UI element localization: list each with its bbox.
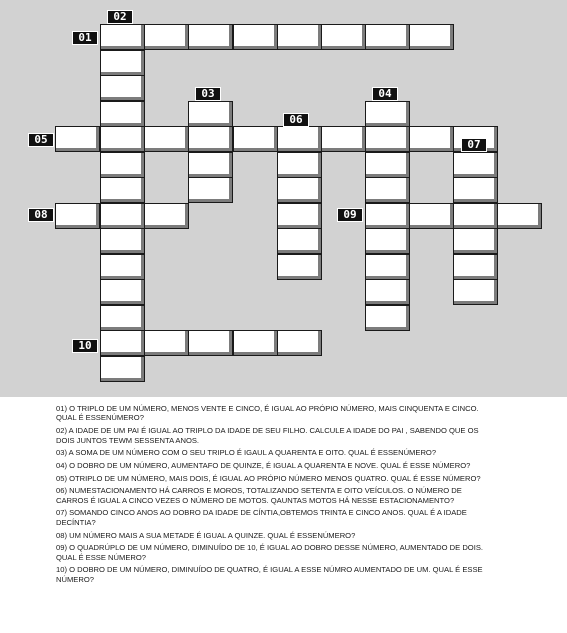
grid-cell[interactable] [233, 24, 278, 50]
grid-cell[interactable] [144, 203, 189, 229]
grid-cell[interactable] [144, 126, 189, 152]
clue-number-02: 02 [107, 10, 133, 24]
grid-cell[interactable] [277, 177, 322, 203]
grid-cell[interactable] [277, 152, 322, 178]
grid-cell[interactable] [365, 203, 410, 229]
grid-cell[interactable] [365, 177, 410, 203]
grid-cell[interactable] [453, 228, 498, 254]
grid-cell[interactable] [409, 24, 454, 50]
grid-cell[interactable] [100, 24, 145, 50]
clue-07: 07) SOMANDO CINCO ANOS AO DOBRO DA IDADE DE CÍNTIA,OBTEMOS TRINTA E CINCO ANOS. QUAL É A IDADE DECÍNTIA? [56, 508, 467, 527]
grid-cell[interactable] [144, 330, 189, 356]
grid-cell[interactable] [365, 152, 410, 178]
grid-cell[interactable] [453, 203, 498, 229]
grid-cell[interactable] [365, 101, 410, 127]
grid-cell[interactable] [277, 126, 322, 152]
grid-cell[interactable] [188, 152, 233, 178]
grid-cell[interactable] [277, 24, 322, 50]
grid-cell[interactable] [100, 152, 145, 178]
grid-cell[interactable] [365, 228, 410, 254]
grid-cell[interactable] [365, 24, 410, 50]
grid-cell[interactable] [188, 126, 233, 152]
grid-cell[interactable] [100, 254, 145, 280]
grid-cell[interactable] [277, 330, 322, 356]
grid-cell[interactable] [144, 24, 189, 50]
clue-03: 03) A SOMA DE UM NÚMERO COM O SEU TRIPLO É IGAUL A QUARENTA E OITO. QUAL É ESSENÚMERO? [56, 448, 437, 458]
grid-cell[interactable] [365, 126, 410, 152]
clue-02: 02) A IDADE DE UM PAI É IGUAL AO TRIPLO DA IDADE DE SEU FILHO. CALCULE A IDADE DO PAI , SABENDO QUE OS DOIS JUNTOS TEWM SESSENTA ANOS. [56, 426, 479, 445]
grid-cell[interactable] [100, 75, 145, 101]
grid-cell[interactable] [188, 101, 233, 127]
grid-cell[interactable] [100, 126, 145, 152]
clue-10: 10) O DOBRO DE UM NÚMERO, DIMINUÍDO DE QUATRO, É IGUAL A ESSE NÚMRO AUMENTADO DE UM. QUAL É ESSE NÚMERO? [56, 565, 483, 584]
grid-cell[interactable] [55, 203, 100, 229]
grid-cell[interactable] [188, 177, 233, 203]
clue-number-05: 05 [28, 133, 54, 147]
clue-number-01: 01 [72, 31, 98, 45]
grid-cell[interactable] [100, 356, 145, 382]
clue-04: 04) O DOBRO DE UM NÚMERO, AUMENTAFO DE QUINZE, É IGUAL A QUARENTA E NOVE. QUAL É ESSE NÚMERO? [56, 460, 471, 470]
grid-cell[interactable] [100, 305, 145, 331]
clue-number-09: 09 [337, 208, 363, 222]
clue-number-07: 07 [461, 138, 487, 152]
grid-cell[interactable] [100, 203, 145, 229]
grid-cell[interactable] [409, 126, 454, 152]
clue-01: 01) O TRIPLO DE UM NÚMERO, MENOS VENTE E CINCO, É IGUAL AO PRÓPIO NÚMERO, MAIS CINQUENTA E CINCO. QUAL É ESSENÚMERO? [56, 404, 479, 423]
grid-cell[interactable] [277, 228, 322, 254]
clue-list [56, 404, 484, 587]
grid-cell[interactable] [100, 330, 145, 356]
grid-cell[interactable] [453, 279, 498, 305]
grid-cell[interactable] [188, 24, 233, 50]
grid-cell[interactable] [277, 254, 322, 280]
grid-cell[interactable] [55, 126, 100, 152]
grid-cell[interactable] [497, 203, 542, 229]
clue-number-10: 10 [72, 339, 98, 353]
grid-cell[interactable] [321, 126, 366, 152]
grid-cell[interactable] [277, 203, 322, 229]
grid-cell[interactable] [100, 50, 145, 76]
grid-cell[interactable] [188, 330, 233, 356]
grid-cell[interactable] [365, 279, 410, 305]
grid-cell[interactable] [233, 330, 278, 356]
grid-cell[interactable] [453, 177, 498, 203]
clue-05: 05) OTRIPLO DE UM NÚMERO, MAIS DOIS, É IGUAL AO PRÓPIO NÚMERO MENOS QUATRO. QUAL É ESSE NÚMERO? [56, 473, 481, 483]
grid-cell[interactable] [409, 203, 454, 229]
clue-number-08: 08 [28, 208, 54, 222]
grid-cell[interactable] [365, 305, 410, 331]
grid-cell[interactable] [453, 152, 498, 178]
clue-08: 08) UM NÚMERO MAIS A SUA METADE É IGUAL A QUINZE. QUAL É ESSENÚMERO? [56, 530, 356, 540]
grid-cell[interactable] [100, 279, 145, 305]
clue-number-06: 06 [283, 113, 309, 127]
grid-cell[interactable] [365, 254, 410, 280]
grid-cell[interactable] [100, 101, 145, 127]
grid-cell[interactable] [233, 126, 278, 152]
clue-06: 06) NUMESTACIONAMENTO HÁ CARROS E MOROS, TOTALIZANDO SETENTA E OITO VEÍCULOS. O NÚMERO DE CARROS É IGUAL A CINCO VEZES O NÚMERO DE MOTOS. QAUNTAS MOTOS HÁ NESSE ESTACIONAMENTO? [56, 486, 462, 505]
grid-cell[interactable] [100, 177, 145, 203]
clue-number-03: 03 [195, 87, 221, 101]
grid-cell[interactable] [453, 254, 498, 280]
grid-cell[interactable] [321, 24, 366, 50]
grid-cell[interactable] [100, 228, 145, 254]
clue-09: 09) O QUADRÚPLO DE UM NÚMERO, DIMINUÍDO DE 10, É IGUAL AO DOBRO DESSE NÚMERO, AUMENTADO DE DOIS. QUAL É ESSE NÚMERO? [56, 543, 484, 562]
clue-number-04: 04 [372, 87, 398, 101]
